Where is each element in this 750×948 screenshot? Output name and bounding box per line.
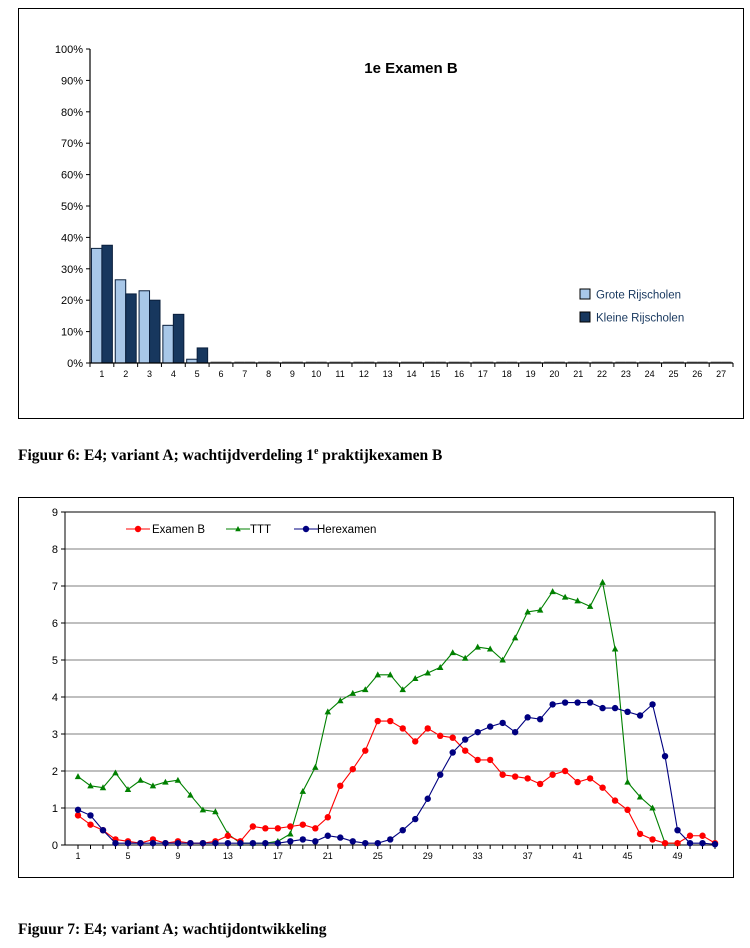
data-point (412, 738, 418, 744)
data-point (599, 784, 605, 790)
svg-text:2: 2 (51, 766, 58, 778)
svg-text:18: 18 (501, 369, 512, 379)
data-point (312, 825, 318, 831)
data-point (637, 712, 643, 718)
svg-text:6: 6 (218, 369, 224, 379)
svg-text:8: 8 (51, 544, 58, 556)
data-point (562, 768, 568, 774)
data-point (287, 838, 293, 844)
data-point (462, 747, 468, 753)
figure6-bar-chart (18, 8, 744, 419)
legend-marker-icon (303, 526, 309, 532)
svg-text:19: 19 (525, 369, 536, 379)
svg-text:100%: 100% (54, 44, 83, 56)
x-axis-ticks (90, 363, 733, 379)
data-point (637, 831, 643, 837)
data-point (75, 812, 81, 818)
svg-text:9: 9 (51, 507, 58, 519)
svg-text:7: 7 (242, 369, 248, 379)
data-point (262, 825, 268, 831)
svg-text:29: 29 (422, 851, 433, 861)
data-point (250, 840, 256, 846)
svg-text:14: 14 (406, 369, 417, 379)
svg-text:7: 7 (51, 581, 58, 593)
svg-text:4: 4 (170, 369, 176, 379)
svg-text:8: 8 (266, 369, 272, 379)
figure6-caption (18, 446, 442, 465)
data-point (325, 814, 331, 820)
svg-text:1: 1 (99, 369, 105, 379)
data-point (624, 709, 630, 715)
line-chart-canvas (19, 498, 733, 877)
svg-text:15: 15 (430, 369, 441, 379)
data-point (674, 840, 680, 846)
data-point (450, 735, 456, 741)
svg-text:21: 21 (322, 851, 333, 861)
figure6-caption-text: Figuur 6: E4; variant A; wachtijdverdeling 1 (18, 446, 314, 464)
figure7-caption-text: Figuur 7: E4; variant A; wachtijdontwikkeling (18, 920, 327, 938)
data-point (212, 840, 218, 846)
bar (163, 325, 173, 363)
bars-grote-rijscholen (91, 248, 721, 363)
legend (580, 289, 684, 325)
data-point (350, 838, 356, 844)
svg-text:17: 17 (272, 851, 283, 861)
data-point (512, 729, 518, 735)
data-point (687, 833, 693, 839)
svg-text:16: 16 (454, 369, 465, 379)
data-point (375, 840, 381, 846)
data-point (312, 838, 318, 844)
legend-swatch-icon (580, 289, 590, 299)
svg-text:12: 12 (358, 369, 369, 379)
legend-label: TTT (250, 524, 272, 536)
data-point (649, 701, 655, 707)
svg-text:22: 22 (597, 369, 608, 379)
svg-text:5: 5 (125, 851, 131, 861)
legend-label: Kleine Rijscholen (596, 312, 685, 325)
svg-text:24: 24 (644, 369, 655, 379)
y-axis-ticks (55, 44, 90, 370)
svg-text:49: 49 (672, 851, 683, 861)
data-point (587, 699, 593, 705)
data-point (362, 747, 368, 753)
data-point (175, 840, 181, 846)
svg-text:9: 9 (175, 851, 181, 861)
data-point (225, 833, 231, 839)
svg-text:21: 21 (573, 369, 584, 379)
svg-text:27: 27 (716, 369, 727, 379)
svg-text:90%: 90% (60, 75, 83, 88)
data-point (612, 705, 618, 711)
svg-text:45: 45 (622, 851, 633, 861)
bar (150, 300, 160, 363)
svg-text:23: 23 (620, 369, 631, 379)
data-point (549, 772, 555, 778)
data-point (87, 821, 93, 827)
data-point (499, 772, 505, 778)
svg-text:20%: 20% (60, 295, 83, 308)
svg-text:9: 9 (289, 369, 295, 379)
data-point (537, 781, 543, 787)
data-point (425, 725, 431, 731)
data-point (599, 705, 605, 711)
data-point (112, 840, 118, 846)
x-axis-ticks (75, 845, 715, 861)
svg-text:1: 1 (75, 851, 81, 861)
data-point (499, 720, 505, 726)
figure7-line-chart (18, 497, 734, 878)
data-point (75, 807, 81, 813)
svg-text:11: 11 (335, 369, 345, 379)
data-point (150, 840, 156, 846)
data-point (674, 827, 680, 833)
chart-title: 1e Examen B (364, 60, 458, 77)
svg-text:5: 5 (51, 655, 58, 667)
svg-text:0: 0 (51, 840, 58, 852)
svg-text:80%: 80% (60, 106, 83, 119)
figure6-caption-superscript: e (313, 445, 319, 457)
data-point (350, 766, 356, 772)
legend-label: Herexamen (317, 524, 377, 536)
figure7-caption (18, 921, 326, 939)
data-point (237, 840, 243, 846)
data-point (437, 733, 443, 739)
data-point (250, 823, 256, 829)
data-point (612, 797, 618, 803)
svg-text:60%: 60% (60, 169, 83, 182)
data-point (100, 827, 106, 833)
data-point (549, 701, 555, 707)
legend-label: Grote Rijscholen (596, 289, 682, 302)
bar (102, 245, 112, 363)
svg-text:37: 37 (522, 851, 533, 861)
data-point (375, 718, 381, 724)
svg-text:20: 20 (549, 369, 560, 379)
data-point (425, 796, 431, 802)
data-point (699, 840, 705, 846)
data-point (474, 729, 480, 735)
data-point (574, 699, 580, 705)
svg-text:0%: 0% (67, 358, 83, 370)
bars-kleine-rijscholen (102, 245, 732, 363)
bar (91, 248, 101, 363)
svg-text:25: 25 (372, 851, 383, 861)
data-point (699, 833, 705, 839)
data-point (512, 773, 518, 779)
data-point (537, 716, 543, 722)
data-point (337, 834, 343, 840)
data-point (125, 840, 131, 846)
data-point (487, 723, 493, 729)
data-point (649, 836, 655, 842)
svg-text:13: 13 (382, 369, 393, 379)
data-point (275, 840, 281, 846)
bar (115, 280, 125, 363)
data-point (474, 757, 480, 763)
data-point (225, 840, 231, 846)
bar-chart-canvas (19, 9, 743, 418)
data-point (87, 812, 93, 818)
data-point (325, 833, 331, 839)
data-point (624, 807, 630, 813)
data-point (437, 772, 443, 778)
data-point (200, 840, 206, 846)
y-axis-ticks (52, 507, 65, 852)
data-point (450, 749, 456, 755)
svg-text:5: 5 (194, 369, 200, 379)
data-point (487, 757, 493, 763)
data-point (400, 827, 406, 833)
bar (126, 294, 136, 363)
svg-text:2: 2 (123, 369, 129, 379)
data-point (337, 783, 343, 789)
data-point (362, 840, 368, 846)
legend-swatch-icon (580, 312, 590, 322)
svg-text:13: 13 (222, 851, 233, 861)
data-point (462, 736, 468, 742)
data-point (662, 840, 668, 846)
svg-text:30%: 30% (60, 263, 83, 276)
svg-text:3: 3 (51, 729, 58, 741)
bar (139, 291, 149, 363)
data-point (300, 821, 306, 827)
data-point (137, 840, 143, 846)
data-point (574, 779, 580, 785)
data-point (412, 816, 418, 822)
data-point (587, 775, 593, 781)
data-point (262, 840, 268, 846)
data-point (387, 718, 393, 724)
data-point (524, 775, 530, 781)
svg-text:3: 3 (147, 369, 153, 379)
data-point (687, 840, 693, 846)
data-point (387, 836, 393, 842)
svg-text:41: 41 (572, 851, 583, 861)
svg-text:70%: 70% (60, 138, 83, 151)
data-point (275, 825, 281, 831)
svg-text:10: 10 (311, 369, 322, 379)
svg-text:33: 33 (472, 851, 483, 861)
svg-text:1: 1 (51, 803, 58, 815)
svg-text:25: 25 (668, 369, 679, 379)
legend (126, 524, 376, 536)
svg-text:50%: 50% (60, 201, 83, 213)
svg-text:17: 17 (477, 369, 488, 379)
svg-text:10%: 10% (60, 326, 83, 339)
legend-marker-icon (135, 526, 141, 532)
svg-text:4: 4 (51, 692, 58, 704)
data-point (187, 840, 193, 846)
data-point (162, 840, 168, 846)
data-point (300, 836, 306, 842)
bar (173, 314, 183, 363)
data-point (400, 725, 406, 731)
data-point (287, 823, 293, 829)
figure6-caption-text-end: praktijkexamen B (318, 446, 443, 464)
data-point (524, 714, 530, 720)
svg-text:26: 26 (692, 369, 703, 379)
svg-text:6: 6 (51, 618, 58, 630)
data-point (562, 699, 568, 705)
data-point (712, 841, 718, 847)
legend-label: Examen B (152, 524, 206, 536)
data-point (662, 753, 668, 759)
svg-text:40%: 40% (60, 232, 83, 245)
bar (197, 348, 207, 363)
